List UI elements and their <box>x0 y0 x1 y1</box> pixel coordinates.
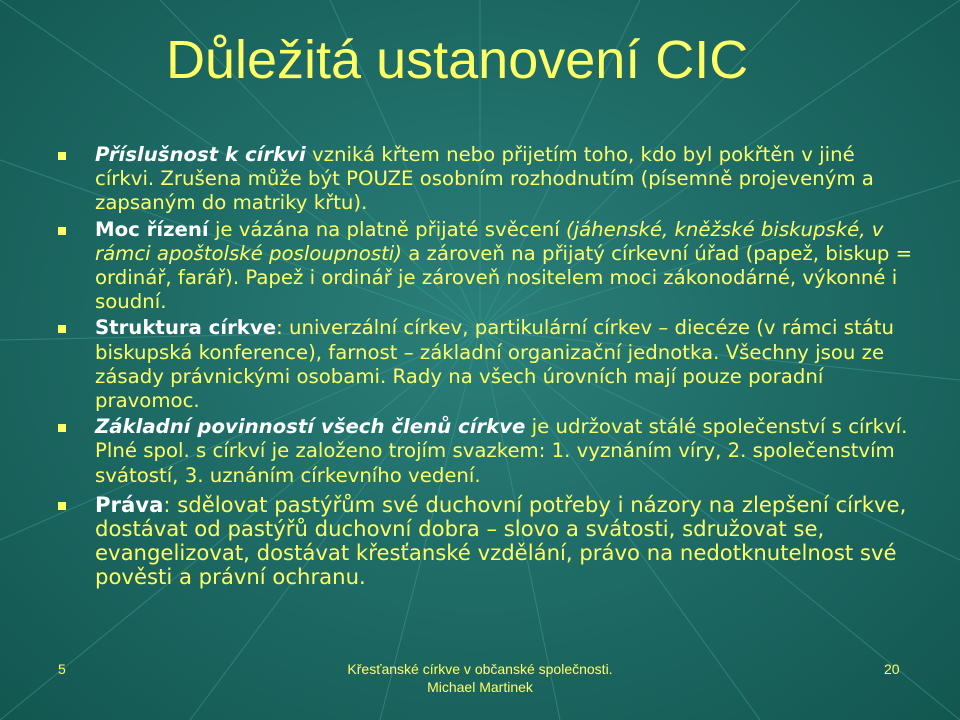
bullet-item <box>58 143 918 216</box>
square-bullet-icon <box>58 424 66 432</box>
bullet-text: (jáhenské, kněžské biskupské, v rámci apoštolské posloupnosti) <box>95 217 884 265</box>
bullet-text: : univerzální církev, partikulární církev – diecéze (v rámci státu biskupská konference), farnost – základní organizační jednotka. Všechny jsou ze zásady právnickými osobami. Rady na všech úrovních mají pouze poradní pravomoc. <box>95 316 894 413</box>
square-bullet-icon <box>58 227 66 235</box>
bullet-heading: Základní povinností všech členů církve <box>95 415 526 439</box>
bullet-text: je vázána na platně přijaté svěcení <box>208 217 566 241</box>
bullet-list <box>58 143 918 592</box>
bullet-item <box>58 316 918 413</box>
bullet-item <box>58 218 918 315</box>
bullet-heading: Moc řízení <box>95 217 209 241</box>
bullet-item <box>58 415 918 488</box>
bullet-text: je udržovat stálé společenství s církví. Plné spol. s církví je založeno trojím svazkem: 1. vyznáním víry, 2. společenstvím svátostí, 3. uznáním církevního vedení. <box>95 415 908 487</box>
square-bullet-icon <box>58 152 66 160</box>
bullet-text: vzniká křtem nebo přijetím toho, kdo byl pokřtěn v jiné církvi. Zrušena může být POUZE osobním rozhodnutím (písemně projeveným a zapsaným do matriky křtu). <box>95 143 874 215</box>
square-bullet-icon <box>58 325 66 333</box>
footer-author: Michael Martinek <box>427 679 533 695</box>
bullet-heading: Práva <box>95 491 164 517</box>
bullet-text: : sdělovat pastýřům své duchovní potřeby i názory na zlepšení církve, dostávat od pastýřů duchovní dobra – slovo a svátosti, sdružovat se, evangelizovat, dostávat křesťanské vzdělání, právo na nedotknutelnost své pověsti a právní ochranu. <box>95 491 907 590</box>
slide-title: Důležitá ustanovení CIC <box>166 30 749 90</box>
footer-course-name: Křesťanské církve v občanské společnosti. <box>347 661 613 677</box>
bullet-heading: Příslušnost k církvi <box>95 143 306 166</box>
square-bullet-icon <box>58 502 66 510</box>
bullet-text: a zároveň na přijatý církevní úřad (papež, biskup = ordinář, farář). Papež i ordinář je zároveň nositelem moci zákonodárné, výkonné i soudní. <box>95 241 913 314</box>
footer-caption <box>300 660 660 696</box>
slide-number-right: 20 <box>884 661 900 677</box>
bullet-item <box>58 493 918 590</box>
slide-number-left: 5 <box>58 661 66 677</box>
bullet-heading: Struktura církve <box>95 316 277 340</box>
